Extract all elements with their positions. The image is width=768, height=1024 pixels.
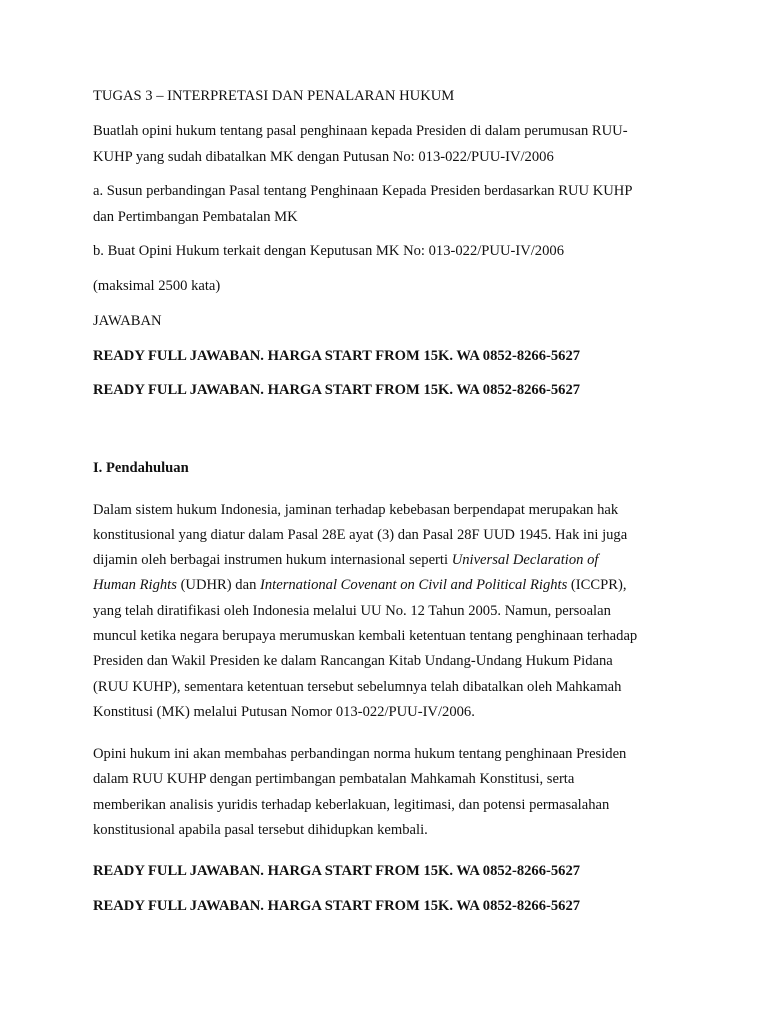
para2-line-2: dalam RUU KUHP dengan pertimbangan pembatalan Mahkamah Konstitusi, serta	[93, 771, 575, 787]
task-b: b. Buat Opini Hukum terkait dengan Keputusan MK No: 013-022/PUU-IV/2006	[93, 243, 564, 259]
para1-line-9: Konstitusi (MK) melalui Putusan Nomor 013-022/PUU-IV/2006.	[93, 704, 475, 720]
para1-line-5: yang telah diratifikasi oleh Indonesia melalui UU No. 12 Tahun 2005. Namun, persoalan	[93, 603, 611, 619]
para1-line-3-text: dijamin oleh berbagai instrumen hukum internasional seperti	[93, 552, 452, 568]
udhr-title: Universal Declaration of	[451, 552, 599, 568]
para1-line-2: konstitusional yang diatur dalam Pasal 28E ayat (3) dan Pasal 28F UUD 1945. Hak ini juga	[93, 527, 628, 543]
iccpr-title: International Covenant on Civil and Political Rights	[260, 577, 568, 593]
promo-line: READY FULL JAWABAN. HARGA START FROM 15K. WA 0852-8266-5627	[93, 898, 581, 914]
para1-line-1: Dalam sistem hukum Indonesia, jaminan terhadap kebebasan berpendapat merupakan hak	[93, 502, 619, 518]
para1-line-4-end: (ICCPR),	[567, 577, 627, 593]
document-title: TUGAS 3 – INTERPRETASI DAN PENALARAN HUKUM	[93, 88, 455, 104]
promo-line: READY FULL JAWABAN. HARGA START FROM 15K. WA 0852-8266-5627	[93, 348, 581, 364]
para1-line-4	[93, 576, 626, 594]
para1-line-8: (RUU KUHP), sementara ketentuan tersebut sebelumnya telah dibatalkan oleh Mahkamah	[93, 679, 622, 695]
task-a-line-2: dan Pertimbangan Pembatalan MK	[93, 209, 298, 225]
udhr-title-cont: Human Rights	[93, 577, 177, 593]
section-heading: I. Pendahuluan	[93, 460, 189, 476]
para1-line-3	[93, 551, 598, 569]
para1-line-7: Presiden dan Wakil Presiden ke dalam Rancangan Kitab Undang-Undang Hukum Pidana	[93, 653, 613, 669]
para2-line-4: konstitusional apabila pasal tersebut dihidupkan kembali.	[93, 822, 428, 838]
promo-line: READY FULL JAWABAN. HARGA START FROM 15K. WA 0852-8266-5627	[93, 863, 581, 879]
para1-line-4-text: (UDHR) dan	[176, 577, 261, 593]
para2-line-3: memberikan analisis yuridis terhadap keberlakuan, legitimasi, dan potensi permasalahan	[93, 797, 610, 813]
para2-line-1: Opini hukum ini akan membahas perbandingan norma hukum tentang penghinaan Presiden	[93, 746, 627, 762]
word-limit: (maksimal 2500 kata)	[93, 278, 221, 294]
answer-label: JAWABAN	[93, 313, 162, 329]
para1-line-6: muncul ketika negara berupaya merumuskan kembali ketentuan tentang penghinaan terhadap	[93, 628, 638, 644]
promo-line: READY FULL JAWABAN. HARGA START FROM 15K. WA 0852-8266-5627	[93, 382, 581, 398]
task-a-line-1: a. Susun perbandingan Pasal tentang Penghinaan Kepada Presiden berdasarkan RUU KUHP	[93, 183, 633, 199]
intro-line-2: KUHP yang sudah dibatalkan MK dengan Putusan No: 013-022/PUU-IV/2006	[93, 149, 554, 165]
intro-line-1: Buatlah opini hukum tentang pasal penghinaan kepada Presiden di dalam perumusan RUU-	[93, 123, 628, 139]
